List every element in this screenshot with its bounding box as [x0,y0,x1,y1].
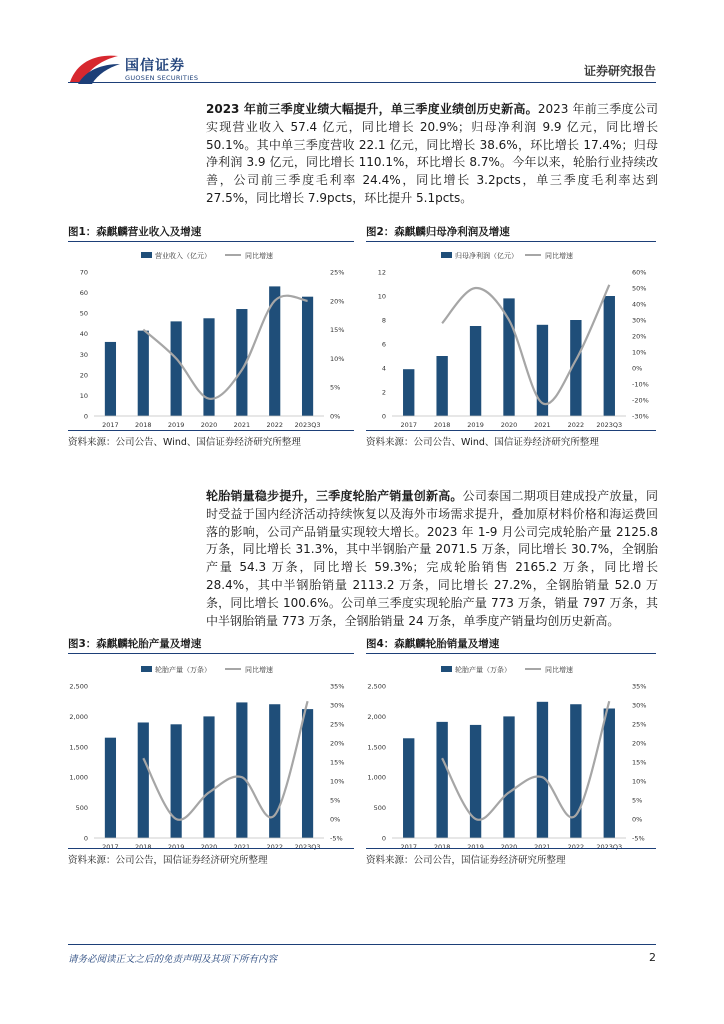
x-tick-label: 2023Q3 [294,421,321,429]
y-tick-label: 2,000 [367,712,386,721]
legend-line-label: 同比增速 [245,252,273,260]
x-tick-label: 2021 [233,421,251,429]
x-tick-label: 2018 [433,843,451,851]
logo-mark-icon [68,52,122,86]
y-tick-label: 0 [381,412,386,421]
figure-top-rule [68,653,354,654]
y-tick-label: 4 [381,364,386,373]
paragraph-lead: 轮胎销量稳步提升，三季度轮胎产销量创新高。 [206,489,463,503]
bar-2023Q3 [604,296,615,416]
bar-2018 [138,722,149,838]
y2-tick-label: -30% [632,412,649,421]
figure-top-rule [366,653,656,654]
bar-2021 [236,702,247,838]
bar-2019 [171,321,182,416]
bar-2023Q3 [302,297,313,416]
revenue-chart [68,246,354,434]
x-tick-label: 2021 [233,843,251,851]
y-tick-label: 10 [377,292,386,301]
growth-line [143,296,307,399]
legend-line-label: 同比增速 [245,666,273,674]
y2-tick-label: 0% [632,815,643,824]
x-tick-label: 2019 [167,843,185,851]
y-tick-label: 1,000 [69,773,88,782]
figure-bottom-rule [68,430,354,431]
header-divider [68,82,656,83]
y-tick-label: 1,000 [367,773,386,782]
bar-2017 [105,738,116,838]
bar-2023Q3 [604,708,615,838]
y2-tick-label: 20% [330,297,345,306]
y2-tick-label: 15% [330,758,345,767]
disclaimer-text: 请务必阅读正文之后的免责声明及其项下所有内容 [68,954,278,965]
y2-tick-label: 35% [330,682,345,691]
x-tick-label: 2018 [433,421,451,429]
paragraph-body: 公司泰国二期项目建成投产放量，同时受益于国内经济活动持续恢复以及海外市场需求提升，叠加原材料价格和海运费回落的影响，公司产品销量实现较大增长。2023 年 1-9 月公司完成轮胎产量 2125.8 万条，同比增长 31.3%，其中半钢胎产量 2071.5 万条，同比增长 30.7%，全钢胎产量 54.3 万条，同比增长 59.3%；完成轮胎销售 2165.2 万条，同比增长 28.4%，其中半钢胎销量 2113.2 万条，同比增长 27.2%，全钢胎销量 52.0 万条，同比增长 100.6%。公司单三季度实现轮胎产量 773 万条，销量 797 万条，其中半钢胎销量 773 万条，全钢胎销量 24 万条，单季度产销量均创历史新高。 [206,489,658,628]
figure-source: 资料来源：公司公告，国信证券经济研究所整理 [68,855,268,866]
legend-line-label: 同比增速 [545,666,573,674]
y-tick-label: 2,000 [69,712,88,721]
growth-line [442,285,609,404]
y2-tick-label: 20% [632,739,647,748]
page-number: 2 [649,951,656,964]
x-tick-label: 2017 [102,843,119,851]
x-tick-label: 2020 [200,843,218,851]
figure-top-rule [68,241,354,242]
page-header [0,0,724,90]
figure-source: 资料来源：公司公告，国信证券经济研究所整理 [366,855,566,866]
y-tick-label: 2,500 [367,682,386,691]
paragraph-tire-sales [206,488,658,630]
y2-tick-label: 15% [632,758,647,767]
y2-tick-label: 0% [632,364,643,373]
x-tick-label: 2023Q3 [596,421,623,429]
y2-tick-label: -5% [632,834,645,843]
x-tick-label: 2017 [400,843,417,851]
y2-tick-label: 5% [330,796,341,805]
bar-2017 [105,342,116,416]
x-tick-label: 2020 [200,421,218,429]
y-tick-label: 70 [79,268,88,277]
y-tick-label: 50 [79,309,88,318]
y2-tick-label: 20% [632,332,647,341]
x-tick-label: 2022 [567,843,585,851]
y2-tick-label: 35% [632,682,647,691]
growth-line [143,701,307,820]
y-tick-label: 0 [83,834,88,843]
y2-tick-label: -5% [330,834,343,843]
bar-2020 [203,716,214,838]
figure-bottom-rule [68,848,354,849]
y-tick-label: 6 [381,340,386,349]
figure-bottom-rule [366,430,656,431]
growth-line [442,701,609,820]
tire-sales-chart [366,660,656,856]
y2-tick-label: 10% [330,777,345,786]
footer-divider [68,944,656,945]
logo-text-cn: 国信证券 [125,58,185,74]
y2-tick-label: 30% [632,316,647,325]
x-tick-label: 2023Q3 [294,843,321,851]
x-tick-label: 2019 [467,843,484,851]
legend-bar-swatch [141,666,152,672]
y-tick-label: 0 [83,412,88,421]
bar-2020 [503,716,514,838]
bar-2020 [503,298,514,416]
y2-tick-label: 40% [632,300,647,309]
figure-net-profit [366,224,656,448]
x-tick-label: 2019 [167,421,185,429]
y-tick-label: 10 [79,391,88,400]
y-tick-label: 500 [373,804,386,813]
y-tick-label: 8 [381,316,386,325]
bar-2018 [436,356,447,416]
y2-tick-label: 20% [330,739,345,748]
y-tick-label: 12 [377,268,386,277]
bar-2018 [138,331,149,416]
figure-tire-output [68,636,354,870]
x-tick-label: 2017 [102,421,119,429]
figure-tire-sales [366,636,656,870]
y2-tick-label: 10% [632,348,647,357]
x-tick-label: 2019 [467,421,484,429]
y2-tick-label: 30% [632,701,647,710]
legend-bar-label: 营业收入（亿元） [155,252,211,260]
paragraph-performance [206,101,658,208]
x-tick-label: 2020 [500,421,518,429]
x-tick-label: 2023Q3 [596,843,623,851]
bar-2019 [470,326,481,416]
y2-tick-label: 60% [632,268,647,277]
y-tick-label: 1,500 [69,743,88,752]
bar-2017 [403,369,414,416]
y2-tick-label: 0% [330,815,341,824]
legend-bar-label: 轮胎产量（万条） [155,666,211,674]
x-tick-label: 2021 [534,843,551,851]
y-tick-label: 40 [79,330,88,339]
x-tick-label: 2018 [135,843,152,851]
figure-source: 资料来源：公司公告、Wind、国信证券经济研究所整理 [68,437,301,448]
y2-tick-label: 10% [330,354,345,363]
x-tick-label: 2020 [500,843,518,851]
legend-line-label: 同比增速 [545,252,573,260]
figure-title: 图1：森麒麟营业收入及增速 [68,226,202,238]
bar-2021 [537,702,548,838]
y-tick-label: 1,500 [367,743,386,752]
x-tick-label: 2021 [534,421,551,429]
x-tick-label: 2018 [135,421,152,429]
x-tick-label: 2022 [266,843,283,851]
y-tick-label: 0 [381,834,386,843]
legend-bar-label: 归母净利润（亿元） [455,252,518,260]
x-tick-label: 2022 [567,421,585,429]
y-tick-label: 30 [79,350,88,359]
paragraph-body: 2023 年前三季度公司实现营业收入 57.4 亿元，同比增长 20.9%；归母净利润 9.9 亿元，同比增长 50.1%。其中单三季度营收 22.1 亿元，同比增长 38.6%，环比增长 17.4%；归母净利润 3.9 亿元，同比增长 110.1%，环比增长 8.7%。今年以来，轮胎行业持续改善，公司前三季度毛利率 24.4%，同比增长 3.2pcts，单三季度毛利率达到 27.5%，同比增长 7.9pcts，环比提升 5.1pcts。 [206,102,658,205]
report-type-label: 证券研究报告 [583,64,656,78]
y2-tick-label: 10% [632,777,647,786]
y-tick-label: 2,500 [69,682,88,691]
y-tick-label: 60 [79,289,88,298]
y-tick-label: 20 [79,371,88,380]
bar-2020 [203,318,214,416]
y2-tick-label: 25% [632,720,647,729]
bar-2017 [403,738,414,838]
figure-title: 图2：森麒麟归母净利润及增速 [366,226,510,238]
bar-2018 [436,722,447,838]
bar-2019 [171,724,182,838]
figure-title: 图4：森麒麟轮胎销量及增速 [366,638,500,650]
legend-bar-label: 轮胎产量（万条） [455,666,511,674]
figure-title: 图3：森麒麟轮胎产量及增速 [68,638,202,650]
y-tick-label: 500 [75,804,88,813]
figure-source: 资料来源：公司公告、Wind、国信证券经济研究所整理 [366,437,599,448]
y2-tick-label: 5% [632,796,643,805]
figure-top-rule [366,241,656,242]
bar-2019 [470,725,481,838]
legend-bar-swatch [141,252,152,258]
figure-revenue [68,224,354,448]
y2-tick-label: -20% [632,396,649,405]
net-profit-chart [366,246,656,434]
y2-tick-label: -10% [632,380,649,389]
figure-bottom-rule [366,848,656,849]
y2-tick-label: 25% [330,720,345,729]
x-tick-label: 2017 [400,421,417,429]
y2-tick-label: 50% [632,284,647,293]
legend-bar-swatch [441,666,452,672]
x-tick-label: 2022 [266,421,283,429]
y2-tick-label: 5% [330,383,341,392]
tire-output-chart [68,660,354,856]
y2-tick-label: 0% [330,412,341,421]
y-tick-label: 2 [381,388,386,397]
paragraph-lead: 2023 年前三季度业绩大幅提升，单三季度业绩创历史新高。 [206,102,538,116]
logo-text-en: GUOSEN SECURITIES [125,74,199,82]
legend-bar-swatch [441,252,452,258]
y2-tick-label: 30% [330,701,345,710]
y2-tick-label: 15% [330,326,345,335]
bar-2023Q3 [302,709,313,838]
y2-tick-label: 25% [330,268,345,277]
